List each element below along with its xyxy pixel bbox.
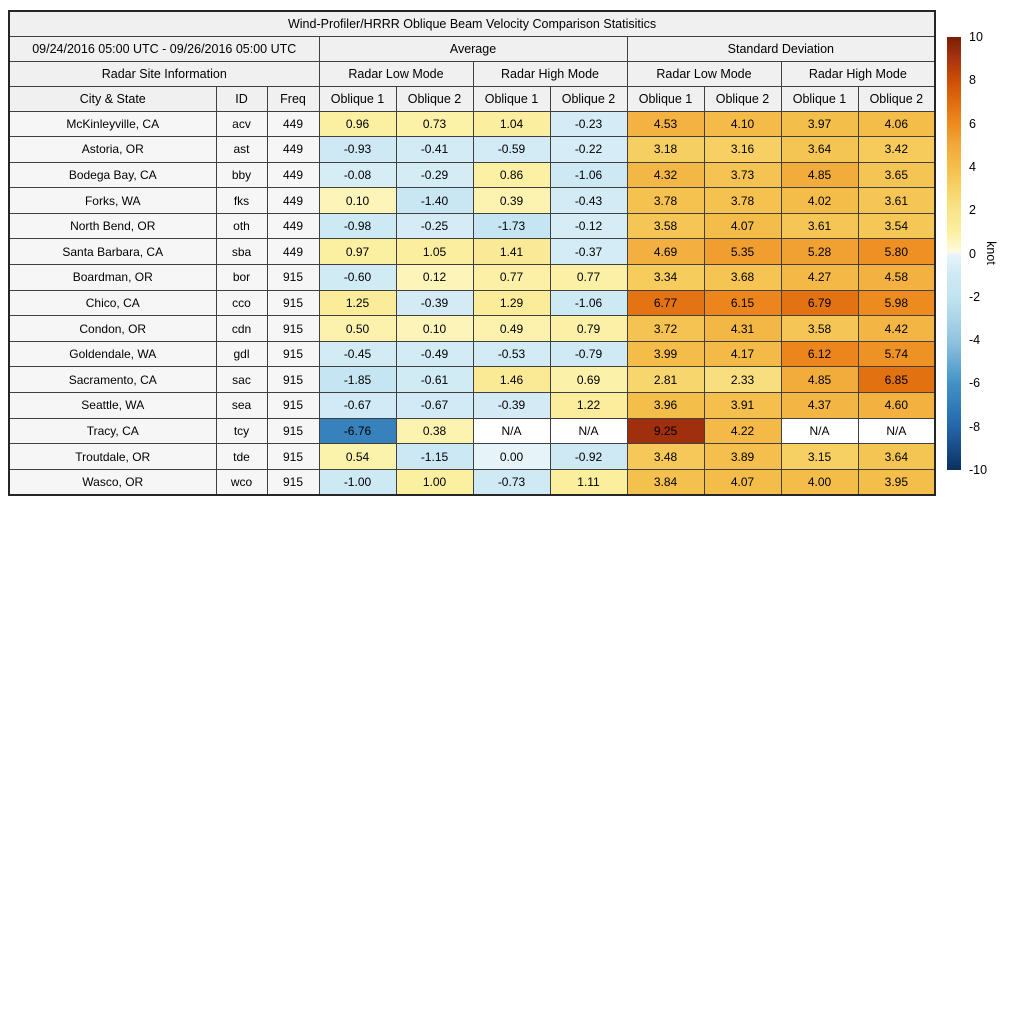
cell-value: 4.69 [627, 239, 704, 265]
table-row [9, 111, 935, 137]
cell-value: -0.43 [550, 188, 627, 214]
cell-value: -0.73 [473, 469, 550, 495]
cell-value: 0.54 [319, 444, 396, 470]
cell-value: 3.64 [858, 444, 935, 470]
cell-value: 5.80 [858, 239, 935, 265]
cell-freq: 449 [267, 162, 319, 188]
cell-id: cco [216, 290, 267, 316]
cell-city: Chico, CA [9, 290, 216, 316]
cell-city: Bodega Bay, CA [9, 162, 216, 188]
cell-value: 4.85 [781, 162, 858, 188]
table-title: Wind-Profiler/HRRR Oblique Beam Velocity Comparison Statisitics [9, 11, 935, 36]
column-header-row [9, 86, 935, 111]
cell-value: N/A [550, 418, 627, 444]
cell-value: 0.38 [396, 418, 473, 444]
cell-value: -0.98 [319, 213, 396, 239]
cell-id: cdn [216, 316, 267, 342]
cell-value: 0.12 [396, 265, 473, 291]
table-row [9, 213, 935, 239]
cell-freq: 449 [267, 239, 319, 265]
cell-value: N/A [473, 418, 550, 444]
cell-value: 1.00 [396, 469, 473, 495]
mode-header-avg-high: Radar High Mode [473, 61, 627, 86]
cell-value: 3.64 [781, 137, 858, 163]
cell-value: 3.54 [858, 213, 935, 239]
cell-value: 5.35 [704, 239, 781, 265]
cell-freq: 915 [267, 418, 319, 444]
cell-value: 4.58 [858, 265, 935, 291]
column-header-city-state: City & State [9, 86, 216, 111]
cell-freq: 915 [267, 316, 319, 342]
column-header-oblique: Oblique 2 [550, 86, 627, 111]
cell-id: fks [216, 188, 267, 214]
cell-value: 4.00 [781, 469, 858, 495]
cell-value: -0.60 [319, 265, 396, 291]
cell-value: -0.79 [550, 341, 627, 367]
column-header-oblique: Oblique 1 [781, 86, 858, 111]
cell-city: Astoria, OR [9, 137, 216, 163]
cell-value: 4.85 [781, 367, 858, 393]
cell-city: Boardman, OR [9, 265, 216, 291]
mode-header-std-low: Radar Low Mode [627, 61, 781, 86]
cell-id: acv [216, 111, 267, 137]
cell-freq: 915 [267, 341, 319, 367]
cell-freq: 915 [267, 290, 319, 316]
column-header-oblique: Oblique 1 [319, 86, 396, 111]
table-body [9, 111, 935, 495]
cell-value: 0.77 [550, 265, 627, 291]
colorbar-axis-label: knot [984, 241, 998, 265]
cell-freq: 449 [267, 111, 319, 137]
cell-city: Condon, OR [9, 316, 216, 342]
cell-value: 4.27 [781, 265, 858, 291]
cell-value: -0.67 [319, 393, 396, 419]
cell-value: 5.28 [781, 239, 858, 265]
cell-value: 4.10 [704, 111, 781, 137]
title-row [9, 11, 935, 36]
colorbar-tick-label: -2 [969, 289, 981, 304]
cell-value: 1.25 [319, 290, 396, 316]
cell-value: -0.23 [550, 111, 627, 137]
cell-value: 3.58 [781, 316, 858, 342]
cell-value: 3.97 [781, 111, 858, 137]
cell-city: McKinleyville, CA [9, 111, 216, 137]
cell-value: -0.59 [473, 137, 550, 163]
cell-value: 0.50 [319, 316, 396, 342]
cell-value: N/A [781, 418, 858, 444]
table-row [9, 265, 935, 291]
cell-value: 3.78 [627, 188, 704, 214]
colorbar-tick-label: 2 [969, 203, 976, 218]
cell-id: tde [216, 444, 267, 470]
cell-id: ast [216, 137, 267, 163]
cell-value: -1.40 [396, 188, 473, 214]
column-header-freq: Freq [267, 86, 319, 111]
column-header-oblique: Oblique 2 [858, 86, 935, 111]
cell-id: bby [216, 162, 267, 188]
cell-id: sac [216, 367, 267, 393]
cell-value: 6.12 [781, 341, 858, 367]
cell-freq: 915 [267, 393, 319, 419]
cell-value: 3.95 [858, 469, 935, 495]
cell-city: Sacramento, CA [9, 367, 216, 393]
cell-value: -0.37 [550, 239, 627, 265]
cell-value: -0.22 [550, 137, 627, 163]
cell-value: -0.25 [396, 213, 473, 239]
colorbar-tick-label: -8 [969, 419, 981, 434]
colorbar-tick-label: 4 [969, 159, 976, 174]
cell-value: 0.79 [550, 316, 627, 342]
cell-id: oth [216, 213, 267, 239]
group-header-row [9, 36, 935, 61]
cell-value: 3.65 [858, 162, 935, 188]
colorbar-tick-label: 0 [969, 246, 976, 261]
cell-value: -0.49 [396, 341, 473, 367]
cell-freq: 449 [267, 213, 319, 239]
cell-value: 4.42 [858, 316, 935, 342]
table-row [9, 418, 935, 444]
cell-freq: 915 [267, 444, 319, 470]
cell-value: -0.92 [550, 444, 627, 470]
cell-value: 0.96 [319, 111, 396, 137]
cell-value: 6.85 [858, 367, 935, 393]
cell-value: 1.29 [473, 290, 550, 316]
cell-value: 9.25 [627, 418, 704, 444]
table-row [9, 137, 935, 163]
cell-value: 4.07 [704, 469, 781, 495]
cell-value: -1.15 [396, 444, 473, 470]
cell-freq: 915 [267, 367, 319, 393]
cell-freq: 449 [267, 137, 319, 163]
cell-value: N/A [858, 418, 935, 444]
cell-value: -0.39 [396, 290, 473, 316]
table-row [9, 316, 935, 342]
column-header-oblique: Oblique 1 [473, 86, 550, 111]
cell-value: 3.89 [704, 444, 781, 470]
table-row [9, 469, 935, 495]
cell-city: Santa Barbara, CA [9, 239, 216, 265]
cell-id: bor [216, 265, 267, 291]
cell-value: 1.41 [473, 239, 550, 265]
cell-value: 4.07 [704, 213, 781, 239]
cell-freq: 449 [267, 188, 319, 214]
cell-value: 4.37 [781, 393, 858, 419]
cell-value: -1.06 [550, 290, 627, 316]
cell-value: 4.22 [704, 418, 781, 444]
cell-value: 4.31 [704, 316, 781, 342]
cell-value: 0.49 [473, 316, 550, 342]
date-range: 09/24/2016 05:00 UTC - 09/26/2016 05:00 UTC [9, 36, 319, 61]
column-header-id: ID [216, 86, 267, 111]
cell-value: 3.61 [858, 188, 935, 214]
cell-value: -0.39 [473, 393, 550, 419]
cell-freq: 915 [267, 265, 319, 291]
column-header-oblique: Oblique 1 [627, 86, 704, 111]
cell-city: Tracy, CA [9, 418, 216, 444]
cell-value: -0.08 [319, 162, 396, 188]
cell-value: 1.46 [473, 367, 550, 393]
cell-value: 6.77 [627, 290, 704, 316]
cell-value: 3.73 [704, 162, 781, 188]
cell-value: 0.69 [550, 367, 627, 393]
cell-value: 0.10 [396, 316, 473, 342]
cell-city: North Bend, OR [9, 213, 216, 239]
colorbar [947, 30, 998, 477]
cell-value: 6.15 [704, 290, 781, 316]
colorbar-tick-label: 10 [969, 30, 983, 44]
cell-value: -1.06 [550, 162, 627, 188]
cell-value: 3.78 [704, 188, 781, 214]
cell-value: 3.99 [627, 341, 704, 367]
cell-value: 4.60 [858, 393, 935, 419]
colorbar-tick-label: -10 [969, 463, 988, 477]
cell-value: -0.61 [396, 367, 473, 393]
cell-value: 3.34 [627, 265, 704, 291]
mode-header-avg-low: Radar Low Mode [319, 61, 473, 86]
cell-value: 3.96 [627, 393, 704, 419]
table-row [9, 290, 935, 316]
cell-value: -1.73 [473, 213, 550, 239]
cell-value: -0.29 [396, 162, 473, 188]
cell-value: -0.41 [396, 137, 473, 163]
cell-value: -0.93 [319, 137, 396, 163]
cell-city: Seattle, WA [9, 393, 216, 419]
cell-city: Wasco, OR [9, 469, 216, 495]
cell-value: 3.42 [858, 137, 935, 163]
table-row [9, 341, 935, 367]
table-row [9, 162, 935, 188]
cell-value: 4.32 [627, 162, 704, 188]
cell-value: 4.17 [704, 341, 781, 367]
colorbar-tick-label: -6 [969, 376, 981, 391]
cell-value: 3.16 [704, 137, 781, 163]
cell-value: 3.91 [704, 393, 781, 419]
cell-value: 3.15 [781, 444, 858, 470]
stats-table [8, 10, 936, 496]
cell-id: sea [216, 393, 267, 419]
cell-value: -1.00 [319, 469, 396, 495]
cell-value: 3.18 [627, 137, 704, 163]
cell-value: 0.00 [473, 444, 550, 470]
cell-id: wco [216, 469, 267, 495]
cell-value: 0.73 [396, 111, 473, 137]
site-info-header: Radar Site Information [9, 61, 319, 86]
cell-value: -6.76 [319, 418, 396, 444]
cell-value: 3.68 [704, 265, 781, 291]
cell-id: sba [216, 239, 267, 265]
cell-value: 0.77 [473, 265, 550, 291]
cell-value: 3.72 [627, 316, 704, 342]
cell-city: Troutdale, OR [9, 444, 216, 470]
colorbar-gradient [947, 37, 961, 470]
column-header-oblique: Oblique 2 [704, 86, 781, 111]
cell-value: 2.81 [627, 367, 704, 393]
cell-value: 3.48 [627, 444, 704, 470]
cell-value: -0.45 [319, 341, 396, 367]
cell-value: 6.79 [781, 290, 858, 316]
mode-header-row [9, 61, 935, 86]
table-row [9, 393, 935, 419]
mode-header-std-high: Radar High Mode [781, 61, 935, 86]
cell-freq: 915 [267, 469, 319, 495]
cell-value: 1.05 [396, 239, 473, 265]
cell-city: Forks, WA [9, 188, 216, 214]
cell-id: tcy [216, 418, 267, 444]
cell-value: 0.39 [473, 188, 550, 214]
cell-value: 3.61 [781, 213, 858, 239]
colorbar-tick-label: 6 [969, 116, 976, 131]
cell-value: 0.10 [319, 188, 396, 214]
cell-value: 1.04 [473, 111, 550, 137]
table-row [9, 188, 935, 214]
group-header-standard-deviation: Standard Deviation [627, 36, 935, 61]
stats-table-container [8, 10, 936, 496]
column-header-oblique: Oblique 2 [396, 86, 473, 111]
cell-value: 4.06 [858, 111, 935, 137]
cell-value: 5.74 [858, 341, 935, 367]
cell-value: 3.84 [627, 469, 704, 495]
table-row [9, 239, 935, 265]
cell-value: 0.97 [319, 239, 396, 265]
table-row [9, 367, 935, 393]
cell-value: 4.02 [781, 188, 858, 214]
cell-value: 1.22 [550, 393, 627, 419]
cell-value: 4.53 [627, 111, 704, 137]
cell-value: -0.53 [473, 341, 550, 367]
colorbar-tick-label: 8 [969, 73, 976, 88]
cell-value: -1.85 [319, 367, 396, 393]
colorbar-tick-label: -4 [969, 333, 981, 348]
cell-value: -0.12 [550, 213, 627, 239]
table-row [9, 444, 935, 470]
group-header-average: Average [319, 36, 627, 61]
cell-value: 3.58 [627, 213, 704, 239]
cell-id: gdl [216, 341, 267, 367]
cell-value: 0.86 [473, 162, 550, 188]
cell-city: Goldendale, WA [9, 341, 216, 367]
cell-value: -0.67 [396, 393, 473, 419]
cell-value: 2.33 [704, 367, 781, 393]
cell-value: 1.11 [550, 469, 627, 495]
cell-value: 5.98 [858, 290, 935, 316]
